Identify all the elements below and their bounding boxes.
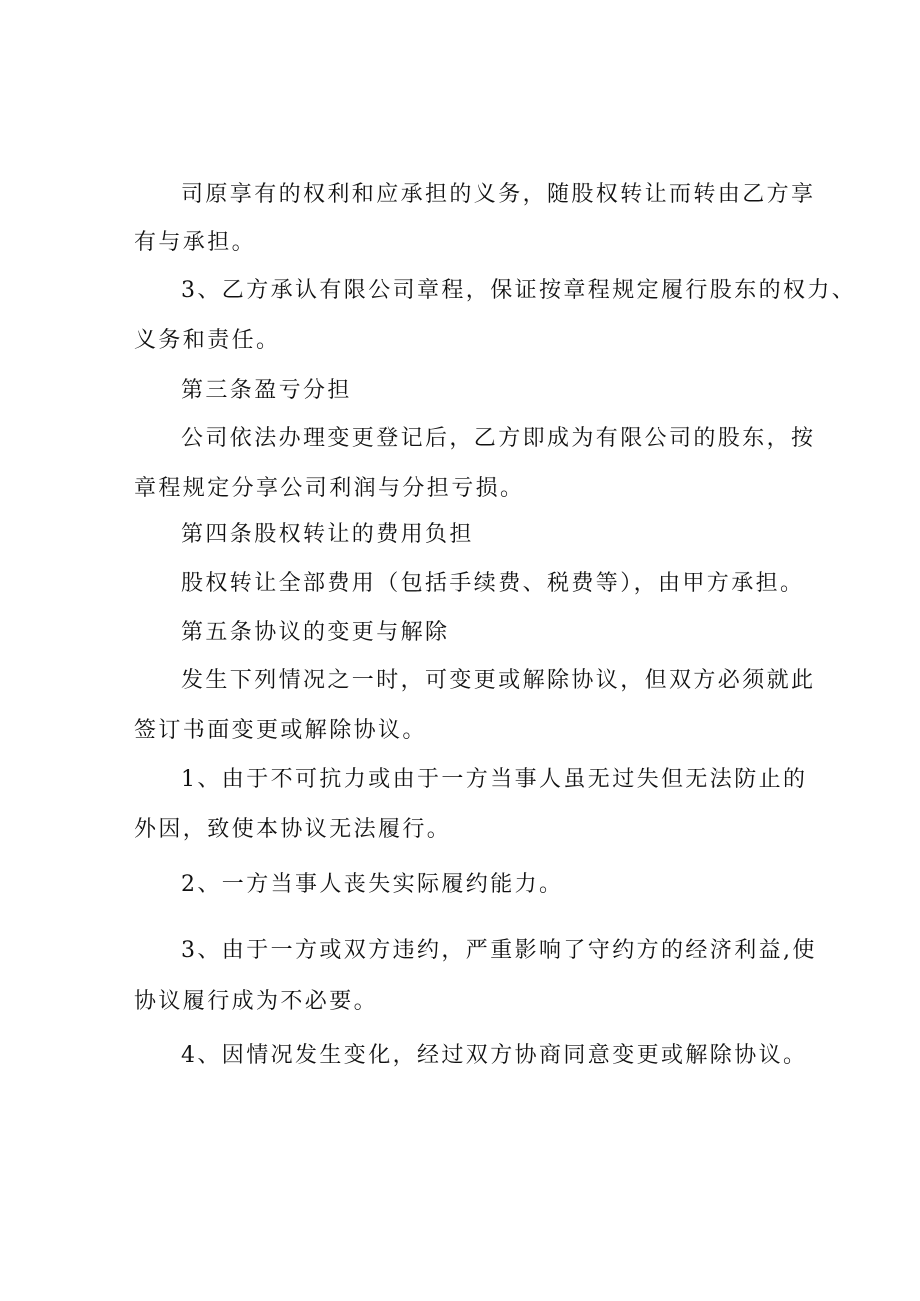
text-line-9: 股权转让全部费用（包括手续费、税费等），由甲方承担。 <box>181 571 805 596</box>
text-line-13: 1、由于不可抗力或由于一方当事人虽无过失但无法防止的 <box>181 767 808 792</box>
text-line-16: 3、由于一方或双方违约，严重影响了守约方的经济利益,使 <box>181 938 817 963</box>
text-line-18: 4、因情况发生变化，经过双方协商同意变更或解除协议。 <box>181 1043 808 1068</box>
text-line-3: 3、乙方承认有限公司章程，保证按章程规定履行股东的权力、 <box>181 278 857 303</box>
text-line-17: 协议履行成为不必要。 <box>134 989 379 1014</box>
text-line-6: 公司依法办理变更登记后，乙方即成为有限公司的股东，按 <box>181 426 816 451</box>
text-line-11: 发生下列情况之一时，可变更或解除协议，但双方必须就此 <box>181 668 816 693</box>
text-line-4: 义务和责任。 <box>134 328 281 353</box>
text-line-1: 司原享有的权利和应承担的义务，随股权转让而转由乙方享 <box>181 182 816 207</box>
text-line-15: 2、一方当事人丧失实际履约能力。 <box>181 872 564 897</box>
section-heading-4: 第四条股权转让的费用负担 <box>181 522 474 547</box>
section-heading-5: 第五条协议的变更与解除 <box>181 620 450 645</box>
text-line-12: 签订书面变更或解除协议。 <box>134 718 427 743</box>
text-line-2: 有与承担。 <box>134 230 257 255</box>
text-line-7: 章程规定分享公司利润与分担亏损。 <box>134 476 525 501</box>
section-heading-3: 第三条盈亏分担 <box>181 378 352 403</box>
text-line-14: 外因，致使本协议无法履行。 <box>134 817 452 842</box>
